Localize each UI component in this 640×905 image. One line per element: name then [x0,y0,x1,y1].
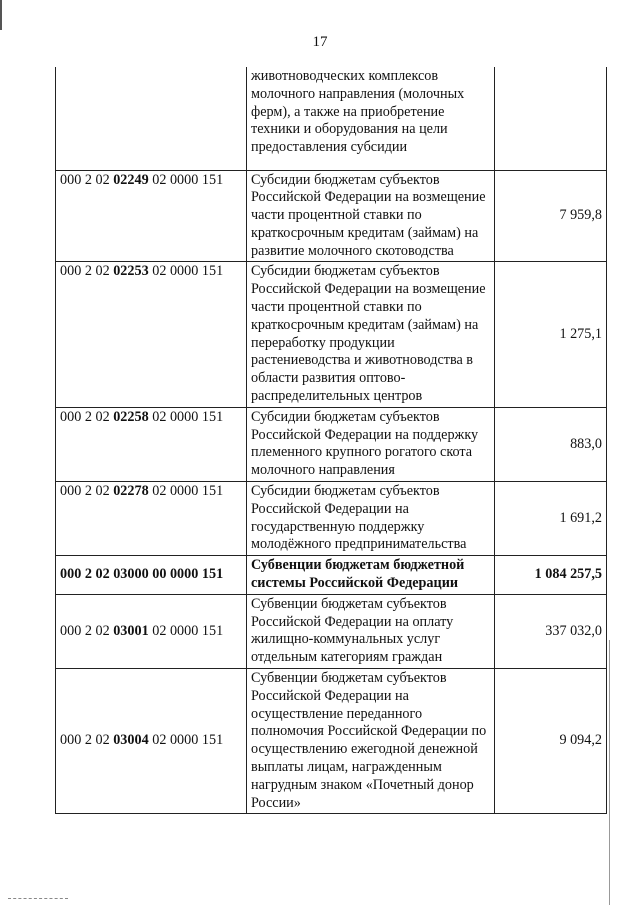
scan-edge-mark [8,898,68,900]
row-description: Субвенции бюджетам бюджетной системы Российской Федерации [247,556,495,595]
row-description: Субвенции бюджетам субъектов Российской Федерации на осуществление переданного полномочия Российской Федерации по осуществлению ежегодной денежной выплаты лицам, награжденным нагрудным знаком «Почетный донор России» [247,669,495,814]
row-amount: 337 032,0 [495,594,607,668]
page-number: 17 [312,34,328,50]
table-row [56,262,607,407]
row-description: животноводческих комплексов молочного направления (молочных ферм), а также на приобретение техники и оборудования на цели предоставления субсидии [247,67,495,170]
row-amount: 9 094,2 [495,669,607,814]
table-row-total [56,556,607,595]
row-code: 000 2 02 03004 02 0000 151 [56,669,247,814]
row-description: Субсидии бюджетам субъектов Российской Федерации на поддержку племенного крупного рогатого скота молочного направления [247,407,495,481]
table-row [56,170,607,262]
row-code: 000 2 02 02278 02 0000 151 [56,482,247,556]
budget-table [55,67,607,814]
row-amount: 1 084 257,5 [495,556,607,595]
row-description: Субвенции бюджетам субъектов Российской Федерации на оплату жилищно-коммунальных услуг отдельным категориям граждан [247,594,495,668]
scan-edge-mark [0,0,2,30]
row-code: 000 2 02 02249 02 0000 151 [56,170,247,262]
row-amount: 1 691,2 [495,482,607,556]
row-amount: 883,0 [495,407,607,481]
table-row [56,482,607,556]
row-code: 000 2 02 03001 02 0000 151 [56,594,247,668]
row-code: 000 2 02 02253 02 0000 151 [56,262,247,407]
row-code: 000 2 02 02258 02 0000 151 [56,407,247,481]
row-amount [495,67,607,170]
row-code [56,67,247,170]
row-amount: 7 959,8 [495,170,607,262]
scan-edge-mark [609,640,610,905]
table-row [56,669,607,814]
row-description: Субсидии бюджетам субъектов Российской Федерации на государственную поддержку молодёжного предпринимательства [247,482,495,556]
row-description: Субсидии бюджетам субъектов Российской Федерации на возмещение части процентной ставки по краткосрочным кредитам (займам) на развитие молочного скотоводства [247,170,495,262]
row-code: 000 2 02 03000 00 0000 151 [56,556,247,595]
row-amount: 1 275,1 [495,262,607,407]
table-row [56,594,607,668]
table-row [56,67,607,170]
row-description: Субсидии бюджетам субъектов Российской Федерации на возмещение части процентной ставки по краткосрочным кредитам (займам) на переработку продукции растениеводства и животноводства в области развития оптово-распределительных центров [247,262,495,407]
table-row [56,407,607,481]
